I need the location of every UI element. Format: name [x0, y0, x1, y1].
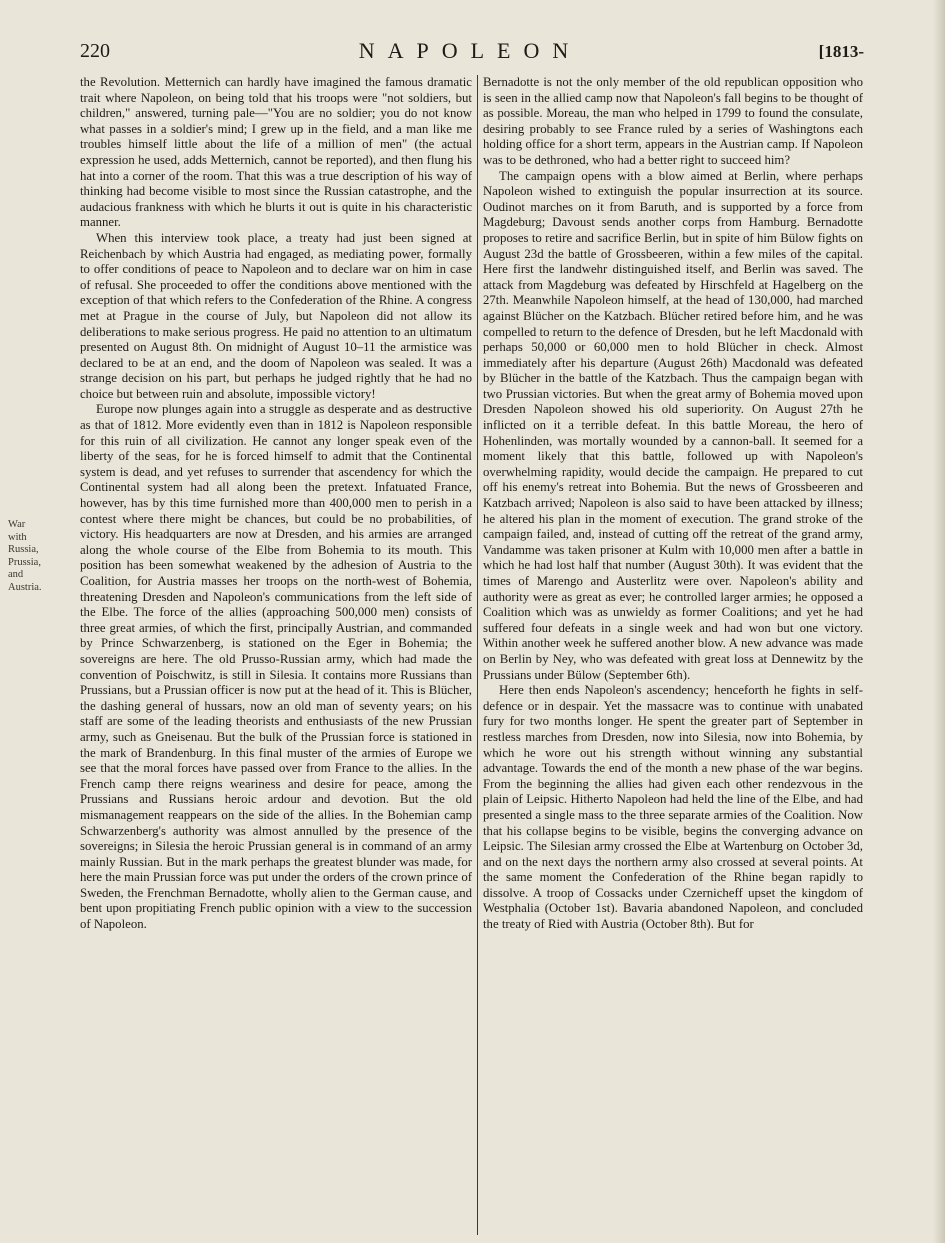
- margin-note-line: Austria.: [8, 581, 42, 593]
- paragraph: Here then ends Napoleon's ascendency; henceforth he fights in self-defence or in despair. Yet the massacre was to continue with unabated fury for two months longer. He spent the greater part of September in restless marches from Dresden, now into Silesia, now into Bohemia, by which he wore out his strength without winning any substantial advantage. Towards the end of the month a new phase of the war begins. From the beginning the allies had given each other rendezvous in the plain of Leipsic. Hitherto Napoleon had held the line of the Elbe, and had presented a single mass to the three separate armies of the Coalition. Now that his collapse begins to be visible, begins the converging advance on Leipsic. The Silesian army crossed the Elbe at Wartenburg on October 3d, and on the next days the northern army also crossed at several points. At the same moment the Confederation of the Rhine began rapidly to dissolve. A troop of Cossacks under Czernicheff upset the kingdom of Westphalia (October 1st). Bavaria abandoned Napoleon, and concluded the treaty of Ried with Austria (October 8th). But for: [483, 683, 863, 932]
- column-divider: [477, 75, 478, 1235]
- paragraph: Europe now plunges again into a struggle as desperate and as destructive as that of 1812. More evidently even than in 1812 is Napoleon responsible for this ruin of all civilization. He cannot any longer speak even of the liberty of the seas, for he is forced himself to admit that the Continental system is dead, and yet refuses to surrender that ascendency for which the Continental system had all along been the pretext. Infatuated France, however, has by this time furnished more than 400,000 men to perish in a contest where there might be chances, but could be no probabilities, of victory. His headquarters are now at Dresden, and his armies are arranged along the whole course of the Elbe from Bohemia to its mouth. This position has been somewhat weakened by the adhesion of Austria to the Coalition, for Austria masses her troops on the north-west of Bohemia, threatening Dresden and Napoleon's communications from the left side of the Elbe. The force of the allies (approaching 500,000 men) consists of three great armies, of which the first, principally Austrian, and commanded by Prince Schwarzenberg, is stationed on the Eger in Bohemia; the sovereigns are here. The old Prusso-Russian army, which had made the convention of Poischwitz, is still in Silesia. It contains more Russians than Prussians, but a Prussian officer is now put at the head of it. This is Blücher, the dashing general of hussars, now an old man of seventy years; on his staff are some of the leading theorists and enthusiasts of the new Prussian army, such as Gneisenau. But the bulk of the Prussian force is stationed in the mark of Brandenburg. In this final muster of the armies of Europe we see that the moral forces have passed over from France to the allies. In the French camp there reigns weariness and desire for peace, among the Prussians and Russians heroic ardour and devotion. But the old mismanagement reappears on the side of the allies. In the Bohemian camp Schwarzenberg's authority was almost annulled by the presence of the sovereigns; in Silesia the heroic Prussian general is in command of an army mainly Russian. But in the mark perhaps the greatest blunder was made, for here the main Prussian force was put under the orders of the crown prince of Sweden, the Frenchman Bernadotte, wholly alien to the German cause, and bent upon propitiating French public opinion with a view to the succession of Napoleon.: [80, 402, 472, 932]
- year-marker: [1813-: [818, 42, 864, 61]
- running-header: [80, 38, 864, 68]
- page-number: 220: [80, 40, 110, 62]
- page-edge-shadow: [933, 0, 945, 1243]
- margin-note-line: Prussia,: [8, 556, 41, 568]
- margin-note: [8, 519, 48, 594]
- right-column: [483, 75, 863, 1235]
- margin-note-line: and: [8, 569, 24, 580]
- margin-note-line: War: [8, 519, 26, 530]
- margin-note-line: with: [8, 531, 27, 543]
- paragraph: When this interview took place, a treaty had just been signed at Reichenbach by which Austria had engaged, as mediating power, formally to offer conditions of peace to Napoleon and to declare war on him in case of refusal. She proceeded to offer the conditions above mentioned with the exception of that which refers to the Confederation of the Rhine. A congress met at Prague in the course of July, but Napoleon did not allow its deliberations to make serious progress. He paid no attention to an ultimatum presented on August 8th. On midnight of August 10–11 the armistice was declared to be at an end, and the doom of Napoleon was sealed. It was a strange decision on his part, but perhaps he judged rightly that he had no choice but between ruin and absolute, impossible victory!: [80, 230, 472, 401]
- margin-note-line: Russia,: [8, 544, 39, 555]
- paragraph: The campaign opens with a blow aimed at Berlin, where perhaps Napoleon wished to extinguish the popular insurrection at its source. Oudinot marches on it from Baruth, and is supported by a force from Magdeburg; Davoust sends another corps from Hamburg. Bernadotte proposes to retire and sacrifice Berlin, but in spite of him Bülow fights on August 23d the battle of Grossbeeren, within a few miles of the capital. Here first the landwehr distinguished itself, and Berlin was saved. The attack from Magdeburg was defeated by Hirschfeld at Hagelberg on the 27th. Meanwhile Napoleon himself, at the head of 130,000, had marched against Blücher on the Katzbach. Blücher retired before him, and he was compelled to return to the defence of Dresden, but he left Macdonald with perhaps 50,000 or 60,000 men to hold Blücher in check. Almost immediately after his departure (August 26th) Macdonald was defeated by Blücher in the battle of the Katzbach. Thus the campaign began with two Prussian victories. But when the great army of Bohemia moved upon Dresden Napoleon showed his old superiority. On August 27th he inflicted on it a terrible defeat. In this battle Moreau, the hero of Hohenlinden, was mortally wounded by a cannon-ball. It seemed for a moment likely that this battle, followed up with Napoleon's overwhelming rapidity, would decide the campaign. He prepared to cut off his enemy's retreat into Bohemia. But the news of Grossbeeren and Katzbach arrived; Napoleon is also said to have been attacked by illness; he altered his plan in the moment of execution. The grand stroke of the campaign failed, and, instead of cutting off the retreat of the grand army, Vandamme was taken prisoner at Kulm with 10,000 men after a battle in which he had lost half that number (August 30th). It was evident that the times of Marengo and Austerlitz were over. Napoleon's ability and authority were as great as ever; he controlled larger armies; he opposed a Coalition which was as unwieldy as former Coalitions; and yet he had suffered four defeats in a single week and had won but one victory. Within another week he suffered another blow. A new advance was made on Berlin by Ney, who was defeated with great loss at Dennewitz by the Prussians under Bülow (September 6th).: [483, 168, 863, 682]
- running-title: NAPOLEON: [358, 38, 582, 63]
- paragraph: Bernadotte is not the only member of the old republican opposition who is seen in the allied camp now that Napoleon's fall begins to be thought of as possible. Moreau, the man who helped in 1799 to found the consulate, desiring probably to see France ruled by a series of Washingtons each holding office for a short term, appears in the Austrian camp. If Napoleon was to be dethroned, who had a better right to succeed him?: [483, 75, 863, 167]
- paragraph: the Revolution. Metternich can hardly have imagined the famous dramatic trait where Napoleon, on being told that his troops were "not soldiers, but children," answered, turning pale—"You are no soldier; you do not know what passes in a soldier's mind; I grew up in the field, and a man like me troubles himself little about the life of a million of men" (the actual expression he used, adds Metternich, cannot be reported), and then flung his hat into a corner of the room. That this was a true description of his way of thinking had become visible to most since the Russian catastrophe, and the audacious frankness with which he blurts it out is quite in his characteristic manner.: [80, 75, 472, 230]
- left-column: [80, 75, 472, 1235]
